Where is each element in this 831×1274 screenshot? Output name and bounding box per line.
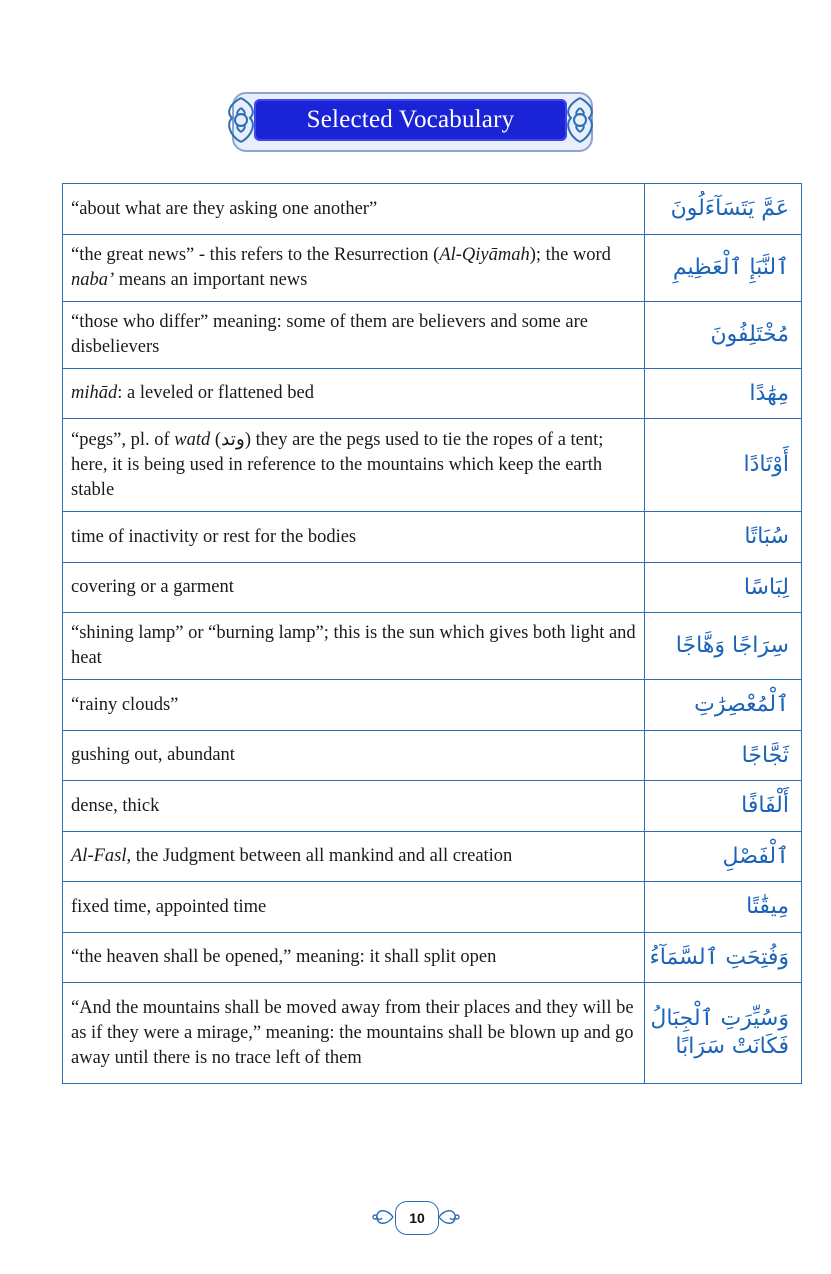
page-title: Selected Vocabulary [306,106,515,133]
definition-cell: gushing out, abundant [63,731,645,781]
arabic-term-cell: ثَجَّاجًا [645,731,802,781]
arabic-term-cell: ٱلْفَصْلِ [645,832,802,882]
page-number: 10 [395,1201,439,1235]
arabic-term-cell: سِرَاجًا وَهَّاجًا [645,613,802,680]
definition-cell: “the heaven shall be opened,” meaning: it shall split open [63,933,645,983]
arabesque-ornament-icon [559,94,601,146]
definition-cell: mihād: a leveled or flattened bed [63,369,645,419]
definition-cell: “about what are they asking one another” [63,184,645,235]
right-flourish-icon [437,1205,461,1229]
arabic-term-cell: عَمَّ يَتَسَآءَلُونَ [645,184,802,235]
table-row [63,419,802,512]
definition-cell: “And the mountains shall be moved away from their places and they will be as if they were a mirage,” meaning: the mountains shall be blown up and go away until there is no trace left of them [63,983,645,1084]
vocabulary-table [62,183,802,1084]
arabic-term-cell: ٱلنَّبَإِ ٱلْعَظِيمِ [645,235,802,302]
arabic-term-cell: وَفُتِحَتِ ٱلسَّمَآءُ [645,933,802,983]
definition-cell: dense, thick [63,781,645,832]
arabic-term-cell: وَسُيِّرَتِ ٱلْجِبَالُ فَكَانَتْ سَرَابًا [645,983,802,1084]
table-row [63,302,802,369]
table-row [63,235,802,302]
table-row [63,613,802,680]
table-row [63,369,802,419]
definition-cell: Al-Fasl, the Judgment between all mankind and all creation [63,832,645,882]
arabic-term-cell: مِهَٰدًا [645,369,802,419]
arabic-term-cell: أَوْتَادًا [645,419,802,512]
arabic-term-cell: مِيقَٰتًا [645,882,802,933]
table-row [63,983,802,1084]
definition-cell: “those who differ” meaning: some of them are believers and some are disbelievers [63,302,645,369]
arabic-term-cell: ٱلْمُعْصِرَٰتِ [645,680,802,731]
definition-cell: “rainy clouds” [63,680,645,731]
page-number-badge [371,1197,461,1237]
table-row [63,680,802,731]
definition-cell: “pegs”, pl. of watd (وتد) they are the pegs used to tie the ropes of a tent; here, it is being used in reference to the mountains which keep the earth stable [63,419,645,512]
title-banner [218,88,603,152]
definition-cell: covering or a garment [63,563,645,613]
table-row [63,512,802,563]
table-row [63,184,802,235]
left-flourish-icon [371,1205,395,1229]
arabic-term-cell: مُخْتَلِفُونَ [645,302,802,369]
table-row [63,933,802,983]
arabic-term-cell: لِبَاسًا [645,563,802,613]
definition-cell: “the great news” - this refers to the Resurrection (Al-Qiyāmah); the word naba’ means an important news [63,235,645,302]
arabic-term-cell: أَلْفَافًا [645,781,802,832]
arabic-term-cell: سُبَاتًا [645,512,802,563]
definition-cell: fixed time, appointed time [63,882,645,933]
definition-cell: “shining lamp” or “burning lamp”; this is the sun which gives both light and heat [63,613,645,680]
definition-cell: time of inactivity or rest for the bodies [63,512,645,563]
table-row [63,563,802,613]
table-row [63,781,802,832]
table-row [63,882,802,933]
table-row [63,832,802,882]
table-row [63,731,802,781]
